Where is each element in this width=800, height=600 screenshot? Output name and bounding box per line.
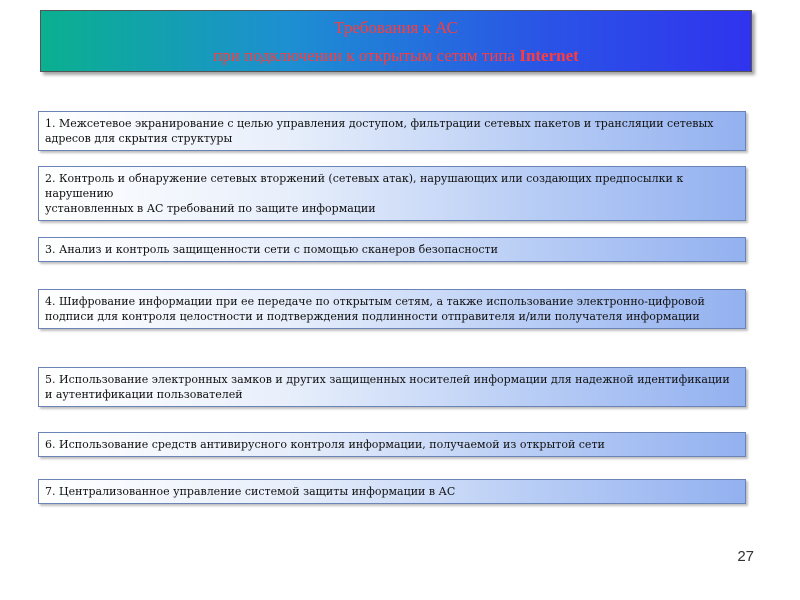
title-line-1: Требования к АС: [334, 18, 458, 37]
requirement-item-1: 1. Межсетевое экранирование с целью управления доступом, фильтрации сетевых пакетов и трансляции сетевых адресов для скрытия структуры: [38, 111, 746, 151]
page-number: 27: [737, 548, 754, 565]
requirement-item-2: 2. Контроль и обнаружение сетевых вторжений (сетевых атак), нарушающих или создающих предпосылки к нарушению установленных в АС требований по защите информации: [38, 166, 746, 221]
requirement-item-5: 5. Использование электронных замков и других защищенных носителей информации для надежной идентификации и аутентификации пользователей: [38, 367, 746, 407]
title-line-2: [41, 46, 751, 66]
requirement-item-4: 4. Шифрование информации при ее передаче по открытым сетям, а также использование электронно-цифровой подписи для контроля целостности и подтверждения подлинности отправителя и/или получателя информации: [38, 289, 746, 329]
requirement-item-6: 6. Использование средств антивирусного контроля информации, получаемой из открытой сети: [38, 432, 746, 457]
title-internet: Internet: [519, 46, 579, 65]
requirement-item-3: 3. Анализ и контроль защищенности сети с помощью сканеров безопасности: [38, 237, 746, 262]
title-line-2-text: при подключении к открытым сетям типа: [213, 46, 520, 65]
requirement-item-7: 7. Централизованное управление системой защиты информации в АС: [38, 479, 746, 504]
title-banner: [40, 10, 752, 72]
